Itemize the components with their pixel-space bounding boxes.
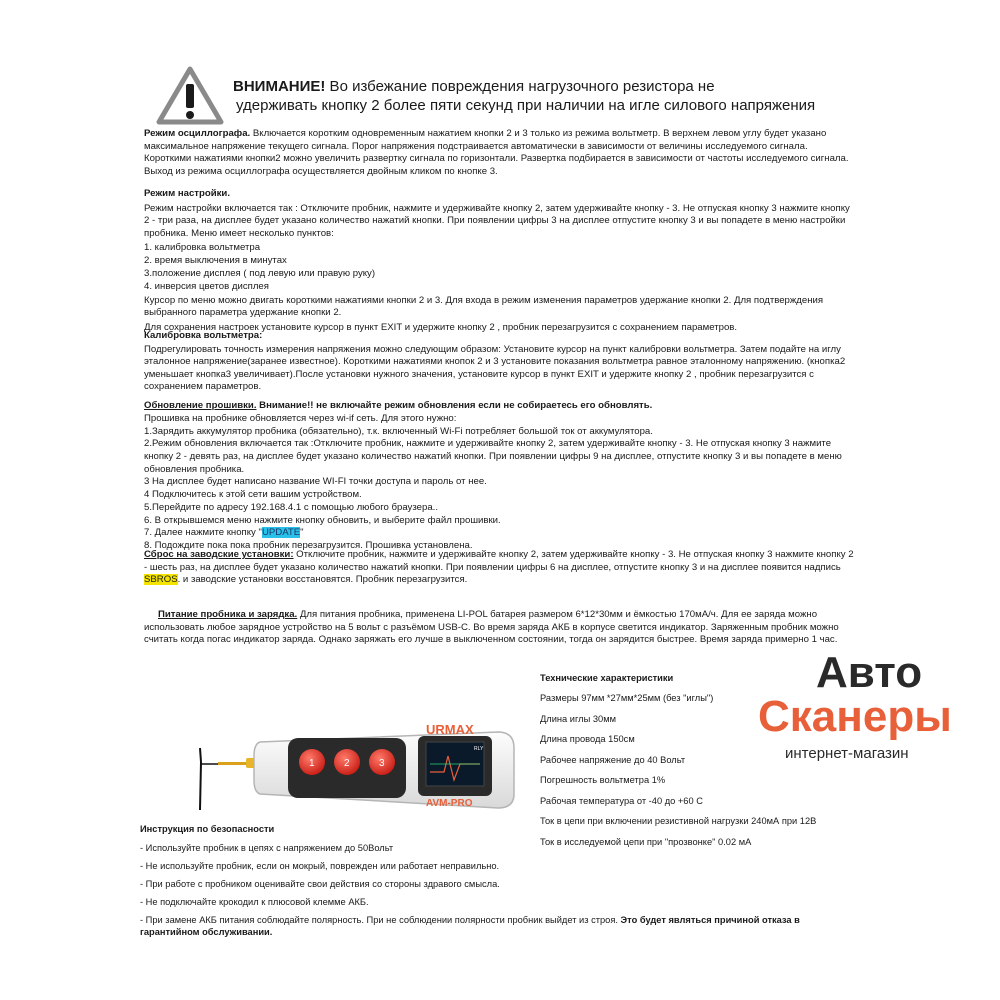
- firmware-step: 8. Подождите пока пока пробник перезагрузится. Прошивка установлена.: [144, 540, 473, 552]
- safety-item: - Не используйте пробник, если он мокрый, поврежден или работает неправильно.: [140, 861, 500, 871]
- warning-line2: удерживать кнопку 2 более пяти секунд при наличии на игле силового напряжения: [236, 97, 816, 114]
- button-label: 1: [309, 758, 315, 769]
- firmware-step: 3 На дисплее будет написано название WI-FI точки доступа и пароль от нее.: [144, 476, 487, 488]
- spec-item: Ток в исследуемой цепи при "прозвонке" 0.02 мА: [540, 836, 752, 847]
- safety-item: - При работе с пробником оценивайте свои действия со стороны здравого смысла.: [140, 879, 500, 889]
- firmware-step: 1.Зарядить аккумулятор пробника (обязательно), т.к. включенный Wi-Fi потребляет большой ток от аккумулятора.: [144, 425, 653, 437]
- safety-item: - Не подключайте крокодил к плюсовой клемме АКБ.: [140, 897, 369, 907]
- calibration-text: Подрегулировать точность измерения напряжения можно следующим образом: Установите курсор на пункт калибровки вольтметра. Затем подайте на иглу эталонное напряжение(заранее известное). Короткими нажатиями кнопок 2 и 3 установите показания вольтметра равное эталонному напряжению. (кнопка2 уменьшает кнопка3 увеличивает).После установки нужного значения, установите курсор в пункт EXIT и удержите кнопку 2 , пробник перезагрузится с сохранением параметров.: [144, 343, 846, 393]
- button-label: 3: [379, 758, 385, 769]
- firmware-warning: Внимание!! не включайте режим обновления если не собираетесь его обновлять.: [256, 400, 653, 411]
- device-illustration: [198, 720, 518, 820]
- logo-line2: Сканеры: [758, 692, 952, 741]
- warning-block: [150, 63, 850, 123]
- reset-title: Сброс на заводские установки:: [144, 549, 294, 560]
- firmware-step: 7. Далее нажмите кнопку "UPDATE": [144, 527, 304, 539]
- power-title: Питание пробника и зарядка.: [158, 609, 298, 620]
- settings-item: 2. время выключения в минутах: [144, 255, 287, 267]
- safety-item-last: - При замене АКБ питания соблюдайте полярность. При не соблюдении полярности пробник выйдет из строя. Это будет являться причиной отказа в гарантийном обслуживании.: [140, 915, 800, 937]
- sbros-highlight: SBROS: [144, 574, 178, 586]
- firmware-step: 6. В открывшемся меню нажмите кнопку обновить, и выберите файл прошивки.: [144, 514, 501, 526]
- settings-intro: Режим настройки включается так : Отключите пробник, нажмите и удерживайте кнопку 2, затем удерживайте кнопку - 3. Не отпуская кнопку 3 нажмите кнопку 2 - три раза, на дисплее будет указано количество нажатий кнопки. При появлении цифры 3 на дисплее отпустите кнопку 3 и вы попадете в меню настройки пробника. Меню имеет несколько пунктов:: [144, 202, 850, 239]
- spec-item: Ток в цепи при включении резистивной нагрузки 240мА при 12В: [540, 816, 817, 826]
- firmware-step: 2.Режим обновления включается так :Отключите пробник, нажмите и удерживайте кнопку 2, затем удерживайте кнопку - 3. Не отпуская кнопку 3 нажмите кнопку 2 - девять раз, на дисплее будет указано количество нажатий кнопки. При появлении цифры 9 на дисплее, отпустите кнопку 3 и вы попадете в меню обновления пробника.: [144, 438, 842, 475]
- spec-item: Длина иглы 30мм: [540, 713, 616, 724]
- update-highlight: UPDATE: [261, 527, 301, 539]
- probe-device-image: [198, 720, 518, 820]
- calibration-title: Калибровка вольтметра:: [144, 330, 263, 341]
- spec-item: Погрешность вольтметра 1%: [540, 775, 666, 785]
- firmware-step: 4 Подключитесь к этой сети вашим устройством.: [144, 488, 362, 500]
- logo-line1: Авто: [816, 648, 923, 697]
- oscillograph-section: [144, 128, 852, 178]
- spec-item: Рабочее напряжение до 40 Вольт: [540, 754, 686, 765]
- settings-item: 3.положение дисплея ( под левую или правую руку): [144, 267, 376, 279]
- calibration-section: [144, 330, 854, 394]
- store-logo: [740, 648, 990, 770]
- firmware-section: [144, 400, 856, 553]
- specs-title: Технические характеристики: [540, 673, 674, 683]
- power-section: [144, 609, 856, 647]
- device-model: AVM-PRO: [426, 798, 473, 809]
- button-label: 2: [344, 758, 350, 769]
- settings-title: Режим настройки.: [144, 188, 230, 199]
- screen-label: RLY: [474, 746, 484, 752]
- safety-section: [140, 823, 840, 938]
- safety-title: Инструкция по безопасности: [140, 824, 275, 834]
- firmware-intro: Прошивка на пробнике обновляется через wi-if сеть. Для этого нужно:: [144, 412, 457, 424]
- warning-title: ВНИМАНИЕ!: [233, 78, 326, 95]
- spec-item: Рабочая температура от -40 до +60 С: [540, 795, 703, 806]
- settings-item: 1. калибровка вольтметра: [144, 242, 261, 254]
- logo-tagline: интернет-магазин: [785, 745, 909, 762]
- warning-triangle-icon: [156, 65, 224, 125]
- reset-section: Сброс на заводские установки: Отключите пробник, нажмите и удерживайте кнопку 2, затем удерживайте кнопку - 3. Не отпуская кнопку 3 нажмите кнопку 2 - шесть раз, на дисплее будет указано количество нажатий кнопки. При появлении цифры 6 на дисплее, отпустите кнопку 3 и на дисплее появится надпись SBROS. и заводские установки восстановятся. Пробник перезагрузится.: [144, 549, 854, 586]
- warning-line1: ВНИМАНИЕ! Во избежание повреждения нагрузочного резистора не: [233, 78, 715, 95]
- spec-item: Размеры 97мм *27мм*25мм (без "иглы"): [540, 693, 714, 703]
- device-brand: URMAX: [426, 722, 474, 737]
- settings-save: Для сохранения настроек установите курсор в пункт EXIT и удержите кнопку 2 , пробник перезагрузится с сохранением параметров.: [144, 321, 738, 333]
- spec-item: Длина провода 150см: [540, 734, 635, 744]
- oscillograph-text: Включается коротким одновременным нажатием кнопки 2 и 3 только из режима вольтметр. В верхнем левом углу будет указано максимальное напряжение текущего сигнала. Порог напряжения подстраивается автоматически в зависимости от величины исследуемого сигнала. Короткими нажатиями кнопки2 можно увеличить развертку сигнала по горизонтали. Развертка подбирается в зависимости от частоты исследуемого сигнала. Выход из режима осциллографа осуществляется двойным кликом по кнопке 3.: [144, 128, 849, 177]
- firmware-title: Обновление прошивки.: [144, 400, 257, 411]
- oscillograph-title: Режим осциллографа.: [144, 128, 251, 139]
- firmware-step: 5.Перейдите по адресу 192.168.4.1 с помощью любого браузера..: [144, 501, 438, 513]
- safety-item: - Используйте пробник в цепях с напряжением до 50Вольт: [140, 843, 394, 853]
- settings-cursor: Курсор по меню можно двигать короткими нажатиями кнопки 2 и 3. Для входа в режим изменения параметров удержание кнопки 2. Для подтверждения выбранного параметра удержание кнопки 2.: [144, 294, 824, 319]
- settings-item: 4. инверсия цветов дисплея: [144, 280, 269, 292]
- settings-section: [144, 188, 854, 335]
- power-text: Для питания пробника, применена LI-POL батарея размером 6*12*30мм и ёмкостью 170мА/ч. Для ее заряда можно использовать любое зарядное устройство на 5 вольт с разъёмом USB-C. Во время заряда АКБ в корпусе светится индикатор. Заряженным пробник можно считать когда погас индикатор заряда. Однако заряжать его лучше в выключенном состоянии, тогда он зарядится быстрее. Время заряда примерно 1 час.: [144, 609, 839, 646]
